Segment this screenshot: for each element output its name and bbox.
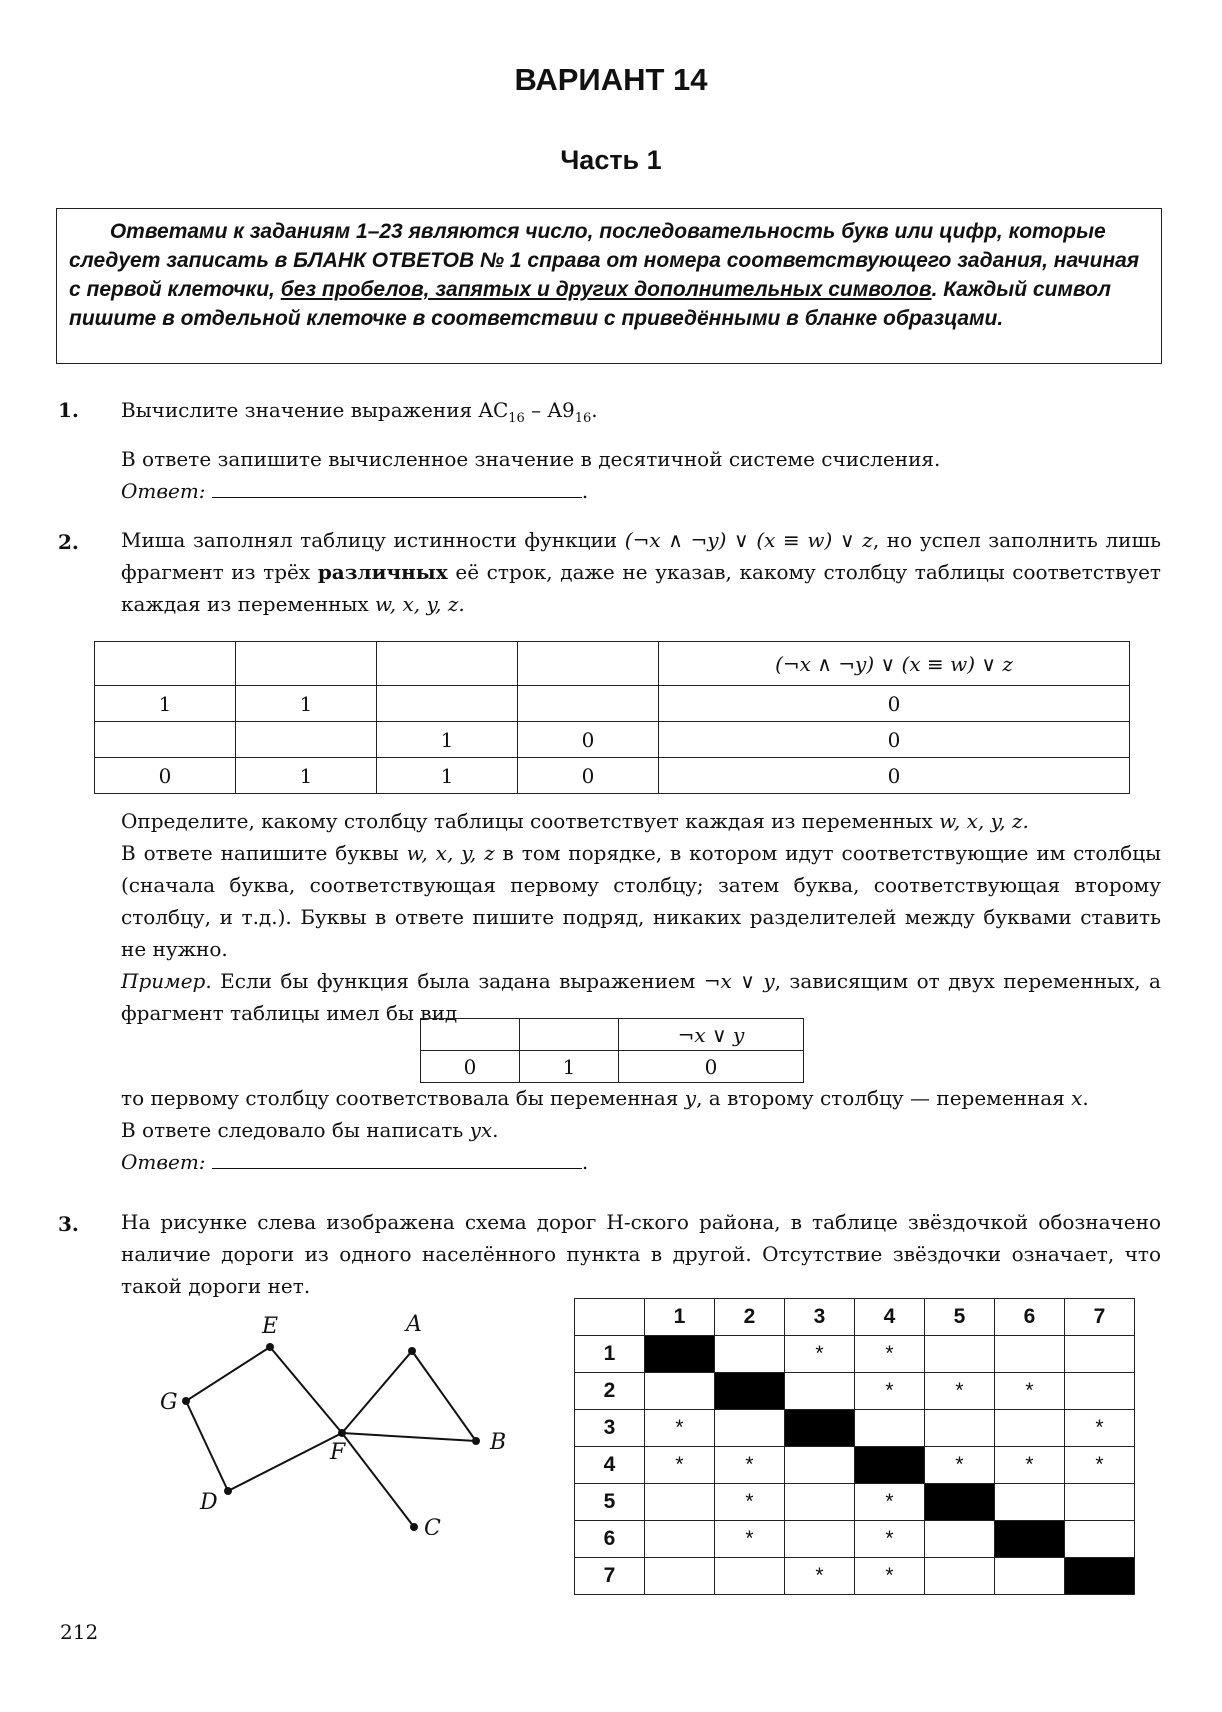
truth-table bbox=[94, 641, 1130, 794]
graph-node bbox=[182, 1397, 190, 1405]
task1-question: Вычислите значение выражения $AC_{16} - A9_{16}$. bbox=[121, 398, 598, 426]
answer-line bbox=[212, 1150, 582, 1169]
instructions-underlined: без пробелов, запятых и других дополнительных символов bbox=[280, 278, 932, 301]
diagonal-cell bbox=[645, 1336, 715, 1373]
task2-example: Пример. Если бы функция была задана выражением ¬x ∨ y, зависящим от двух переменных, а фрагмент таблицы имел бы вид bbox=[121, 969, 1161, 1025]
instructions-box bbox=[56, 208, 1162, 364]
graph-edge bbox=[228, 1433, 342, 1491]
graph-node bbox=[408, 1347, 416, 1355]
table-row: 1 0 0 bbox=[95, 722, 1130, 758]
table-row: 4 * * * * * bbox=[575, 1447, 1135, 1484]
adjacency-table bbox=[574, 1298, 1135, 1595]
graph-edge bbox=[186, 1401, 228, 1491]
diagonal-cell bbox=[855, 1447, 925, 1484]
part-title: Часть 1 bbox=[560, 145, 662, 175]
graph-label-a: A bbox=[406, 1312, 422, 1337]
table-row: 3 * * bbox=[575, 1410, 1135, 1447]
road-graph bbox=[150, 1305, 530, 1535]
graph-node bbox=[224, 1487, 232, 1495]
graph-edge bbox=[412, 1351, 476, 1441]
instructions-text: Ответами к заданиям 1–23 являются число, последовательность букв или цифр, которые следует записать в БЛАНК ОТВЕТОВ № 1 справа от номера соответствующего задания, начиная с первой клеточки, без пробелов, запятых и других дополнительных символов. Каждый символ пишите в отдельной клеточке в соответствии с приведёнными в бланке образцами. bbox=[69, 220, 1140, 330]
answer-line bbox=[212, 479, 582, 498]
diagonal-cell bbox=[925, 1484, 995, 1521]
graph-node bbox=[472, 1437, 480, 1445]
task1-instruction: В ответе запишите вычисленное значение в десятичной системе счисления. bbox=[121, 447, 941, 471]
graph-edge bbox=[270, 1347, 342, 1433]
task2-answer: Ответ: . bbox=[121, 1150, 589, 1174]
graph-node bbox=[338, 1429, 346, 1437]
task1-number: 1. bbox=[58, 398, 79, 422]
graph-label-g: G bbox=[160, 1390, 178, 1415]
table-row: 0 1 1 0 0 bbox=[95, 758, 1130, 794]
table-row: 1 1 0 bbox=[95, 686, 1130, 722]
task2-p2: В ответе напишите буквы w, x, y, z в том порядке, в котором идут соответствующие им столбцы (сначала буква, соответствующая первому столбцу; затем буква, соответствующая второму столбцу, и т.д.). Буквы в ответе пишите подряд, никаких разделителей между буквами ставить не нужно. bbox=[121, 841, 1161, 961]
task2-number: 2. bbox=[58, 530, 79, 554]
truth-table-formula: (¬x ∧ ¬y) ∨ (x ≡ w) ∨ z bbox=[659, 642, 1130, 686]
task3-text: На рисунке слева изображена схема дорог Н-ского района, в таблице звёздочкой обозначено наличие дороги из одного населённого пункта в другой. Отсутствие звёздочки означает, что такой дороги нет. bbox=[121, 1210, 1161, 1298]
graph-label-e: E bbox=[262, 1314, 279, 1339]
graph-label-d: D bbox=[200, 1490, 218, 1515]
table-row: 7 * * bbox=[575, 1558, 1135, 1595]
task2-tail bbox=[121, 1082, 1161, 1178]
table-row: 6 * * bbox=[575, 1521, 1135, 1558]
graph-edge bbox=[342, 1433, 414, 1527]
diagonal-cell bbox=[1065, 1558, 1135, 1595]
graph-label-b: B bbox=[490, 1430, 507, 1455]
table-header-row: 1 2 3 4 5 6 7 bbox=[575, 1299, 1135, 1336]
variant-title: ВАРИАНТ 14 bbox=[514, 62, 708, 97]
diagonal-cell bbox=[995, 1521, 1065, 1558]
table-row: 5 * * bbox=[575, 1484, 1135, 1521]
table-row: 1 * * bbox=[575, 1336, 1135, 1373]
task2-body bbox=[121, 805, 1161, 1029]
page-number: 212 bbox=[60, 1620, 99, 1644]
graph-label-c: C bbox=[424, 1516, 441, 1535]
diagonal-cell bbox=[785, 1410, 855, 1447]
task1-body bbox=[121, 394, 1161, 507]
graph-edge bbox=[342, 1433, 476, 1441]
table-row: 2 * * * bbox=[575, 1373, 1135, 1410]
graph-edge bbox=[342, 1351, 412, 1433]
graph-node bbox=[266, 1343, 274, 1351]
diagonal-cell bbox=[715, 1373, 785, 1410]
task2-p4: В ответе следовало бы написать yx. bbox=[121, 1118, 499, 1142]
task2-p1: Определите, какому столбцу таблицы соответствует каждая из переменных w, x, y, z. bbox=[121, 809, 1029, 833]
graph-label-f: F bbox=[330, 1440, 346, 1465]
example-table: ¬x ∨ y 0 1 0 bbox=[420, 1018, 804, 1083]
task1-answer: Ответ: . bbox=[121, 479, 589, 503]
task2-p3: то первому столбцу соответствовала бы переменная y, а второму столбцу — переменная x. bbox=[121, 1086, 1089, 1110]
graph-edge bbox=[186, 1347, 270, 1401]
task3-number: 3. bbox=[58, 1212, 79, 1236]
graph-node bbox=[410, 1523, 418, 1531]
task2-intro: Миша заполнял таблицу истинности функции (¬x ∧ ¬y) ∨ (x ≡ w) ∨ z, но успел заполнить лишь фрагмент из трёх различных её строк, даже не указав, какому столбцу таблицы соответствует каждая из переменных w, x, y, z. bbox=[121, 528, 1161, 616]
table-row: 0 1 0 bbox=[421, 1051, 804, 1083]
